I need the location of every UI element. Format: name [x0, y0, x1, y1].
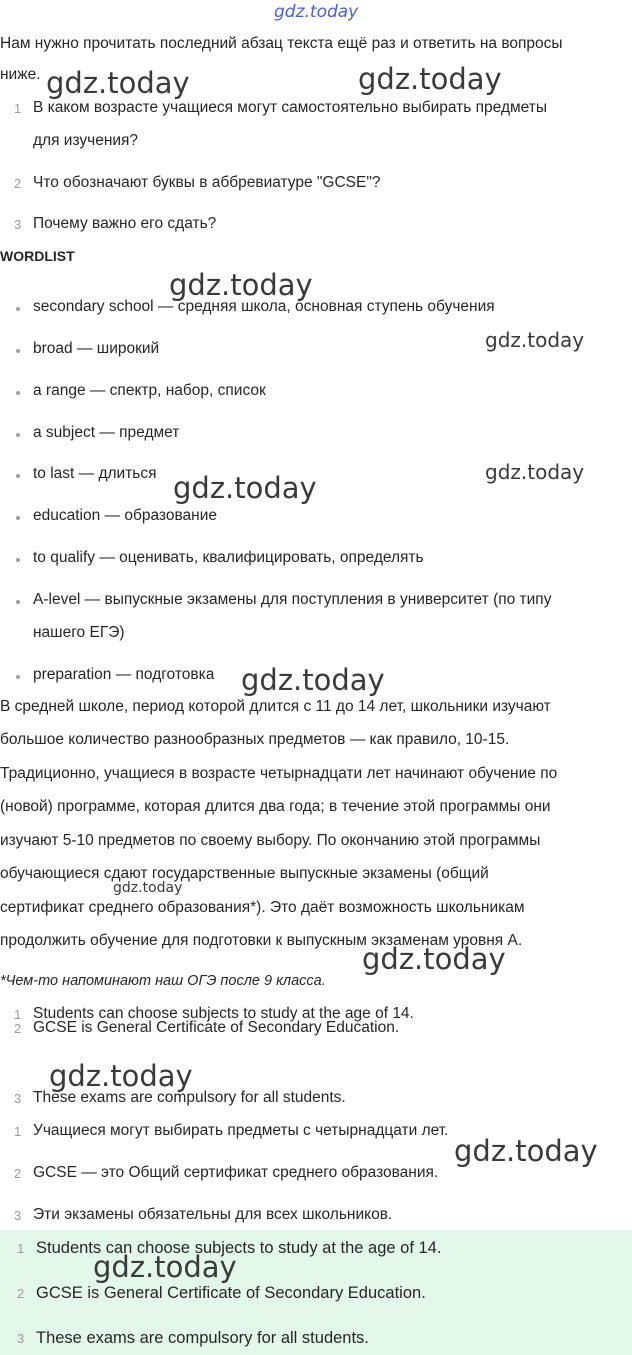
question-number: 2 — [14, 176, 22, 191]
watermark: gdz.today — [113, 880, 183, 896]
question-1-line-2: для изучения? — [33, 132, 139, 149]
question-number: 3 — [14, 217, 22, 232]
wordlist-item: to last — длиться — [33, 465, 157, 482]
watermark: gdz.today — [485, 328, 585, 352]
watermark-top: gdz.today — [274, 2, 359, 22]
wordlist-item: secondary school — средняя школа, основная ступень обучения — [33, 298, 495, 315]
wordlist-item: to qualify — оценивать, квалифицировать, определять — [33, 549, 424, 566]
intro-line-2: ниже. — [0, 66, 41, 83]
watermark: gdz.today — [169, 268, 313, 302]
bullet-icon — [16, 433, 20, 437]
footnote: *Чем-то напоминают наш ОГЭ после 9 класса. — [0, 973, 326, 989]
bullet-icon — [16, 391, 20, 395]
wordlist-item: a subject — предмет — [33, 424, 180, 441]
wordlist-item: preparation — подготовка — [33, 666, 215, 683]
wordlist-item: education — образование — [33, 507, 217, 524]
answer-number: 2 — [17, 1286, 25, 1301]
paragraph-line: (новой) программе, которая длится два года; в течение этой программы они — [0, 798, 551, 815]
paragraph-line: сертификат среднего образования*). Это даёт возможность школьникам — [0, 899, 525, 916]
paragraph-line: В средней школе, период которой длится с 11 до 14 лет, школьники изучают — [0, 698, 551, 715]
answer-number: 3 — [14, 1091, 22, 1106]
answer-2: GCSE — это Общий сертификат среднего образования. — [33, 1164, 439, 1181]
watermark: gdz.today — [485, 460, 585, 484]
watermark: gdz.today — [173, 471, 317, 505]
wordlist-heading: WORDLIST — [0, 248, 75, 264]
wordlist-item-continued: нашего ЕГЭ) — [33, 624, 125, 641]
answer-3: These exams are compulsory for all students. — [33, 1089, 346, 1106]
wordlist-item: broad — широкий — [33, 340, 160, 357]
watermark: gdz.today — [241, 663, 385, 697]
answer-number: 3 — [14, 1208, 22, 1223]
answer-3: These exams are compulsory for all students. — [36, 1329, 369, 1347]
answer-1: Students can choose subjects to study at the age of 14. — [36, 1239, 442, 1257]
watermark: gdz.today — [46, 66, 190, 100]
answer-3: Эти экзамены обязательны для всех школьников. — [33, 1206, 393, 1223]
watermark: gdz.today — [454, 1134, 598, 1168]
answer-2: GCSE is General Certificate of Secondary Education. — [33, 1019, 400, 1036]
bullet-icon — [16, 675, 20, 679]
question-3: Почему важно его сдать? — [33, 215, 217, 232]
bullet-icon — [16, 516, 20, 520]
paragraph-line: изучают 5-10 предметов по своему выбору. По окончанию этой программы — [0, 832, 541, 849]
bullet-icon — [16, 474, 20, 478]
wordlist-item: a range — спектр, набор, список — [33, 382, 266, 399]
bullet-icon — [16, 600, 20, 604]
answer-number: 2 — [14, 1021, 22, 1036]
paragraph-line: продолжить обучение для подготовки к выпускным экзаменам уровня А. — [0, 932, 523, 949]
answer-number: 1 — [14, 1124, 22, 1139]
bullet-icon — [16, 558, 20, 562]
watermark: gdz.today — [93, 1250, 237, 1284]
watermark: gdz.today — [358, 62, 502, 96]
question-2: Что обозначают буквы в аббревиатуре "GCSE"? — [33, 174, 381, 191]
question-1-line-1: В каком возрасте учащиеся могут самостоятельно выбирать предметы — [33, 99, 547, 116]
watermark: gdz.today — [362, 942, 506, 976]
paragraph-line: большое количество разнообразных предметов — как правило, 10-15. — [0, 731, 510, 748]
paragraph-line: Традиционно, учащиеся в возрасте четырнадцати лет начинают обучение по — [0, 765, 558, 782]
answer-1: Учащиеся могут выбирать предметы с четырнадцати лет. — [33, 1122, 449, 1139]
answer-number: 1 — [14, 1007, 22, 1022]
paragraph-line: обучающиеся сдают государственные выпускные экзамены (общий — [0, 865, 489, 882]
answer-number: 1 — [17, 1241, 25, 1256]
intro-line-1: Нам нужно прочитать последний абзац текста ещё раз и ответить на вопросы — [0, 35, 563, 52]
answer-number: 3 — [17, 1331, 25, 1346]
answer-2: GCSE is General Certificate of Secondary Education. — [36, 1284, 426, 1302]
question-number: 1 — [14, 101, 22, 116]
bullet-icon — [16, 349, 20, 353]
bullet-icon — [16, 307, 20, 311]
answer-1: Students can choose subjects to study at the age of 14. — [33, 1005, 414, 1022]
watermark: gdz.today — [49, 1059, 193, 1093]
wordlist-item: A-level — выпускные экзамены для поступления в университет (по типу — [33, 591, 552, 608]
answer-number: 2 — [14, 1166, 22, 1181]
